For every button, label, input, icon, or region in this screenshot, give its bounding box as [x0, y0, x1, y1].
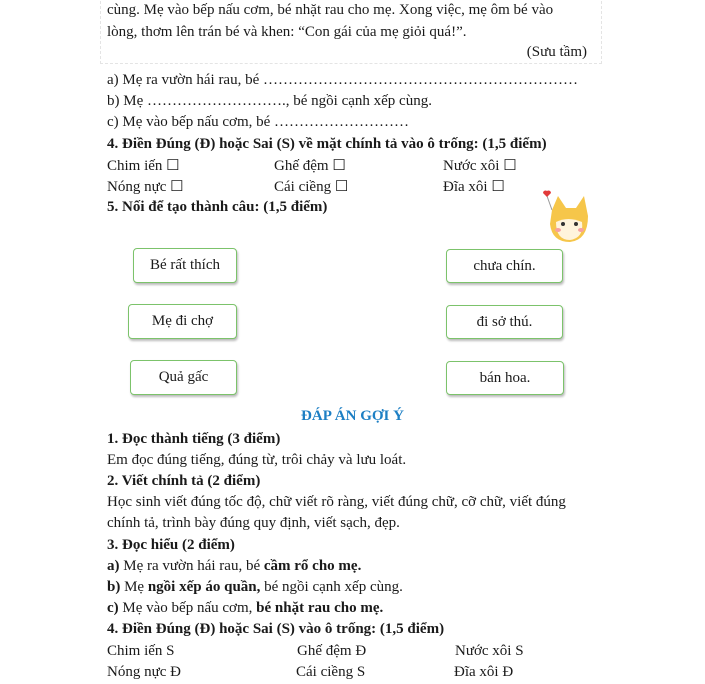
fill-a: a) Mẹ ra vườn hái rau, bé ……………………………………………………… [107, 72, 578, 88]
fill-b: b) Mẹ ………………………., bé ngồi cạnh xếp cùng. [107, 93, 432, 109]
q4-title: 4. Điền Đúng (Đ) hoặc Sai (S) về mặt chính tả vào ô trống: (1,5 điểm) [107, 136, 547, 152]
answer-s2-title: 2. Viết chính tả (2 điểm) [107, 473, 261, 489]
q4-item[interactable]: Ghế đệm ☐ [274, 158, 346, 174]
passage-line: lòng, thơm lên trán bé và khen: “Con gái của mẹ giỏi quá!”. [107, 24, 467, 40]
answer-s4-item: Đĩa xôi Đ [454, 664, 514, 680]
q4-item[interactable]: Nước xôi ☐ [443, 158, 517, 174]
q4-item[interactable]: Nóng nực ☐ [107, 179, 184, 195]
text: Mẹ vào bếp nấu cơm, [118, 600, 257, 616]
answer-s2-text: Học sinh viết đúng tốc độ, chữ viết rõ ràng, viết đúng chữ, cỡ chữ, viết đúng [107, 494, 566, 510]
answer-s4-item: Nước xôi S [455, 643, 524, 659]
answer-s4-item: Chim iến S [107, 643, 175, 659]
answer-s4-title: 4. Điền Đúng (Đ) hoặc Sai (S) vào ô trống: (1,5 điểm) [107, 621, 445, 637]
match-left-3[interactable]: Quả gấc [130, 360, 237, 395]
match-left-2[interactable]: Mẹ đi chợ [128, 304, 237, 339]
text: Mẹ ra vườn hái rau, bé [119, 558, 264, 574]
answer: ngồi xếp áo quần, [147, 579, 261, 595]
answer-s4-item: Ghế đệm Đ [297, 643, 367, 659]
label: a) [107, 558, 120, 574]
answer-s4-item: Cái ciềng S [296, 664, 366, 680]
match-right-3[interactable]: bán hoa. [446, 361, 564, 395]
text: bé ngồi cạnh xếp cùng. [260, 579, 403, 595]
q4-item[interactable]: Cái ciềng ☐ [274, 179, 349, 195]
answer-s4-item: Nóng nực Đ [107, 664, 181, 680]
passage-source: (Sưu tầm) [526, 44, 587, 60]
match-right-2[interactable]: đi sở thú. [446, 305, 563, 339]
answer-s1-title: 1. Đọc thành tiếng (3 điểm) [107, 431, 281, 447]
answer: cầm rổ cho mẹ. [263, 558, 362, 574]
text: Mẹ [120, 579, 148, 595]
q5-title: 5. Nối để tạo thành câu: (1,5 điểm) [107, 199, 328, 215]
label: c) [107, 600, 119, 616]
passage-line: cùng. Mẹ vào bếp nấu cơm, bé nhặt rau cho mẹ. Xong việc, mẹ ôm bé vào [107, 2, 554, 18]
answer-s3-title: 3. Đọc hiểu (2 điểm) [107, 537, 235, 553]
answer-s1-text: Em đọc đúng tiếng, đúng từ, trôi chảy và lưu loát. [107, 452, 407, 468]
cat-sticker-icon [542, 188, 592, 246]
answers-title: ĐÁP ÁN GỢI Ý [301, 408, 404, 424]
answer: bé nhặt rau cho mẹ. [256, 600, 384, 616]
label: b) [107, 579, 121, 595]
q4-item[interactable]: Chim iến ☐ [107, 158, 180, 174]
answer-c [107, 598, 383, 618]
q4-item[interactable]: Đĩa xôi ☐ [443, 179, 505, 195]
answer-a [107, 556, 361, 576]
fill-c: c) Mẹ vào bếp nấu cơm, bé ……………………… [107, 114, 410, 130]
answer-s2-text: chính tả, trình bày đúng quy định, viết sạch, đẹp. [107, 515, 400, 531]
match-right-1[interactable]: chưa chín. [446, 249, 563, 283]
match-left-1[interactable]: Bé rất thích [133, 248, 237, 283]
answer-b [107, 577, 403, 597]
